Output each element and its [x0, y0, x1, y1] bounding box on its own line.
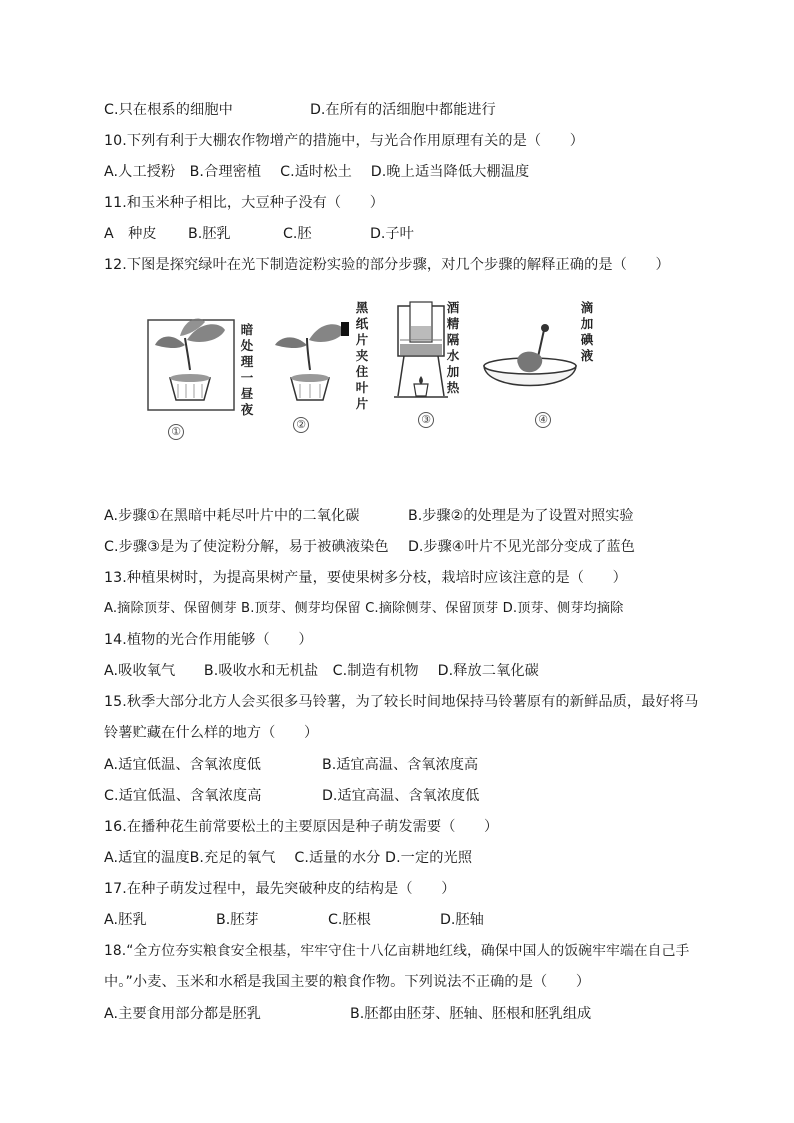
step3-figure — [390, 300, 470, 450]
question-18-option-b: B.胚都由胚芽、胚轴、胚根和胚乳组成 — [350, 1006, 592, 1022]
question-17-option-b: B.胚芽 — [216, 912, 259, 928]
question-11-option-a: A 种皮 — [104, 226, 157, 242]
step1-figure — [140, 300, 255, 450]
plant-with-black-paper-image — [265, 300, 360, 415]
question-11-option-c: C.胚 — [283, 226, 312, 242]
question-11: 11.和玉米种子相比，大豆种子没有（ ） — [104, 195, 385, 211]
step4-label: 滴加碘液 — [580, 300, 594, 363]
water-bath-heating-image — [390, 300, 452, 410]
q9-option-c: C.只在根系的细胞中 — [104, 102, 233, 118]
question-15-line1: 15.秋季大部分北方人会买很多马铃薯，为了较长时间地保持马铃薯原有的新鲜品质，最好将马 — [104, 694, 699, 710]
iodine-dropping-image — [480, 300, 580, 410]
question-15-option-d: D.适宜高温、含氧浓度低 — [322, 788, 480, 804]
question-13-options: A.摘除顶芽、保留侧芽 B.顶芽、侧芽均保留 C.摘除侧芽、保留顶芽 D.顶芽、侧芽均摘除 — [104, 601, 624, 616]
step1-number: ① — [168, 424, 184, 440]
question-12-option-b: B.步骤②的处理是为了设置对照实验 — [408, 508, 634, 524]
question-12: 12.下图是探究绿叶在光下制造淀粉实验的部分步骤，对几个步骤的解释正确的是（ ） — [104, 257, 670, 273]
step4-number: ④ — [535, 412, 551, 428]
question-10: 10.下列有利于大棚农作物增产的措施中，与光合作用原理有关的是（ ） — [104, 133, 585, 149]
question-14-options: A.吸收氧气 B.吸收水和无机盐 C.制造有机物 D.释放二氧化碳 — [104, 663, 539, 679]
question-18-line1: 18.“全方位夯实粮食安全根基，牢牢守住十八亿亩耕地红线，确保中国人的饭碗牢牢端在自己手 — [104, 943, 690, 959]
question-12-option-a: A.步骤①在黑暗中耗尽叶片中的二氧化碳 — [104, 508, 360, 524]
question-17-option-d: D.胚轴 — [440, 912, 484, 928]
question-16: 16.在播种花生前常要松土的主要原因是种子萌发需要（ ） — [104, 819, 499, 835]
question-13: 13.种植果树时，为提高果树产量，要使果树多分枝，栽培时应该注意的是（ ） — [104, 570, 627, 586]
question-17: 17.在种子萌发过程中，最先突破种皮的结构是（ ） — [104, 881, 456, 897]
step2-figure — [265, 300, 375, 450]
question-15-option-c: C.适宜低温、含氧浓度高 — [104, 788, 262, 804]
step3-label: 酒精隔水加热 — [446, 300, 460, 395]
question-15-option-a: A.适宜低温、含氧浓度低 — [104, 757, 262, 773]
question-17-option-c: C.胚根 — [328, 912, 371, 928]
question-14: 14.植物的光合作用能够（ ） — [104, 632, 313, 648]
step2-label: 黑纸片夹住叶片 — [355, 300, 369, 411]
question-12-option-d: D.步骤④叶片不见光部分变成了蓝色 — [408, 539, 635, 555]
step1-label: 暗处理一昼夜 — [240, 322, 254, 417]
question-18-line2: 中。”小麦、玉米和水稻是我国主要的粮食作物。下列说法不正确的是（ ） — [104, 974, 591, 990]
question-12-option-c: C.步骤③是为了使淀粉分解，易于被碘液染色 — [104, 539, 389, 555]
question-18-option-a: A.主要食用部分都是胚乳 — [104, 1006, 262, 1022]
step2-number: ② — [293, 417, 309, 433]
step3-number: ③ — [418, 412, 434, 428]
question-11-option-d: D.子叶 — [370, 226, 414, 242]
question-16-options: A.适宜的温度B.充足的氧气 C.适量的水分 D.一定的光照 — [104, 850, 473, 866]
step4-figure — [480, 300, 600, 450]
question-15-option-b: B.适宜高温、含氧浓度高 — [322, 757, 479, 773]
question-10-options: A.人工授粉 B.合理密植 C.适时松土 D.晚上适当降低大棚温度 — [104, 164, 530, 180]
question-15-line2: 铃薯贮藏在什么样的地方（ ） — [104, 725, 319, 741]
experiment-figure — [140, 300, 600, 450]
question-17-option-a: A.胚乳 — [104, 912, 147, 928]
q9-option-d: D.在所有的活细胞中都能进行 — [310, 102, 496, 118]
plant-under-cover-image — [140, 300, 240, 415]
question-11-option-b: B.胚乳 — [188, 226, 231, 242]
